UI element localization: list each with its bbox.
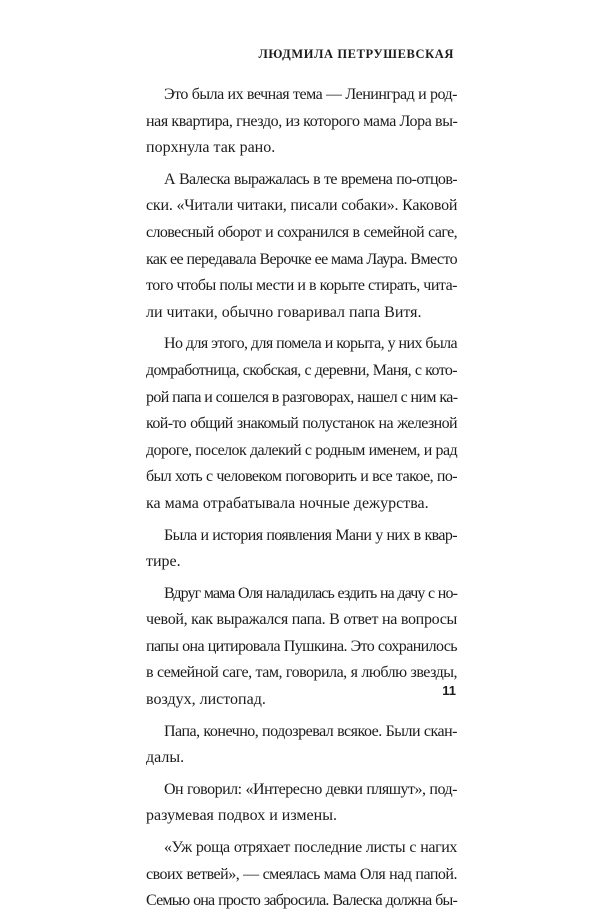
- text-line: далы.: [146, 749, 185, 767]
- text-line: папы она цитировала Пушкина. Это сохранилось: [146, 637, 457, 655]
- text-line: Папа, конечно, подозревал всякое. Были скан-: [164, 722, 457, 740]
- text-line: А Валеска выражалась в те времена по-отцов-: [164, 170, 457, 188]
- text-line: ная квартира, гнездо, из которого мама Лора вы-: [146, 112, 458, 130]
- text-line: Это была их вечная тема — Ленинград и род-: [164, 86, 457, 103]
- text-line: разумевая подвох и измены.: [146, 807, 337, 825]
- body-text: [146, 82, 457, 920]
- running-head: ЛЮДМИЛА ПЕТРУШЕВСКАЯ: [258, 47, 454, 61]
- paragraph: [146, 82, 457, 162]
- text-line: Вдруг мама Оля наладилась ездить на дачу с но-: [164, 584, 457, 602]
- text-line: «Уж роща отряхает последние листы с нагих: [164, 839, 457, 857]
- text-line: своих ветвей», — смеялась мама Оля над папой.: [146, 865, 457, 883]
- text-line: как ее передавала Верочке ее мама Лаура. Вместо: [146, 250, 457, 268]
- text-line: в семейной саге, там, говорила, я люблю звезды,: [146, 664, 457, 682]
- paragraph: [146, 581, 457, 714]
- text-line: Семью она просто забросила. Валеска должна бы-: [146, 892, 457, 910]
- text-line: кой-то общий знакомый полустанок на железной: [146, 415, 457, 433]
- text-line: Была и история появления Мани у них в квар-: [164, 526, 457, 544]
- page-number: 11: [442, 683, 456, 698]
- text-line: словесный оборот и сохранился в семейной саге,: [146, 223, 457, 241]
- text-line: чевой, как выражался папа. В ответ на вопросы: [146, 611, 457, 629]
- paragraph: [146, 835, 457, 915]
- text-line: дороге, поселок далекий с родным именем, и рад: [146, 441, 457, 459]
- paragraph: [146, 719, 457, 772]
- text-line: тире.: [146, 553, 181, 571]
- text-line: того чтобы полы мести и в корыте стирать, чита-: [146, 277, 457, 295]
- text-line: ка мама отрабатывала ночные дежурства.: [146, 494, 429, 512]
- text-line: порхнула так рано.: [146, 139, 276, 157]
- paragraph: [146, 777, 457, 830]
- text-line: ли читаки, обычно говаривал папа Витя.: [146, 303, 422, 321]
- paragraph: [146, 523, 457, 576]
- text-line: домработница, скобская, с деревни, Маня, с кото-: [146, 361, 457, 379]
- text-line: Но для этого, для помела и корыта, у них была: [164, 335, 457, 353]
- text-line: ски. «Читали читаки, писали собаки». Каковой: [146, 197, 458, 215]
- paragraph: [146, 167, 457, 327]
- paragraph: [146, 331, 457, 517]
- text-line: воздух, листопад.: [146, 691, 266, 709]
- text-line: был хоть с человеком поговорить и все такое, по-: [146, 468, 457, 486]
- text-line: рой папа и сошелся в разговорах, нашел с ним ка-: [146, 388, 458, 406]
- text-line: Он говорил: «Интересно девки пляшут», под-: [164, 780, 457, 798]
